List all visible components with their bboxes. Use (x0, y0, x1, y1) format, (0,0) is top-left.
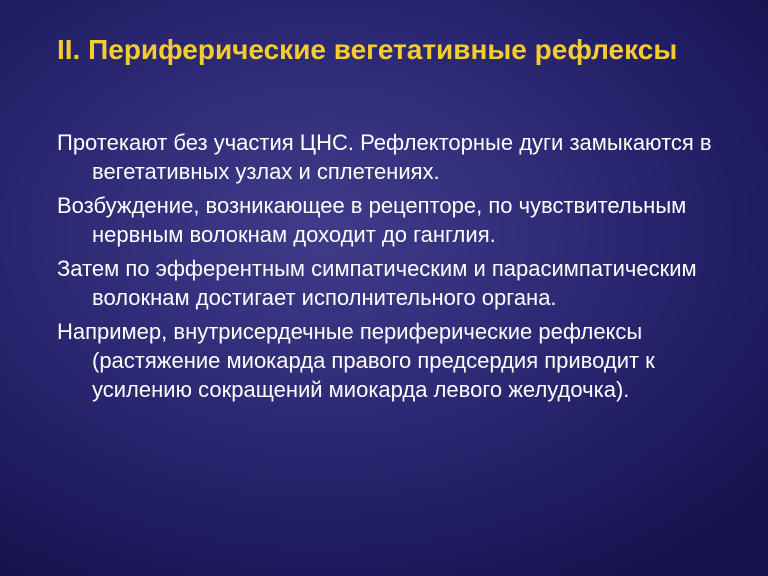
paragraph-2: Возбуждение, возникающее в рецепторе, по чувствительным нервным волокнам доходит до ганглия. (57, 193, 687, 247)
paragraph-4: Например, внутрисердечные периферические рефлексы (растяжение миокарда правого предсердия приводит к усилению сокращений миокарда левого желудочка). (57, 319, 655, 402)
paragraph-3: Затем по эфферентным симпатическим и парасимпатическим волокнам достигает исполнительного органа. (57, 256, 697, 310)
paragraph-1: Протекают без участия ЦНС. Рефлекторные дуги замыкаются в вегетативных узлах и сплетениях. (57, 130, 712, 184)
slide-body (57, 128, 747, 409)
slide-title: II. Периферические вегетативные рефлексы (57, 34, 678, 65)
